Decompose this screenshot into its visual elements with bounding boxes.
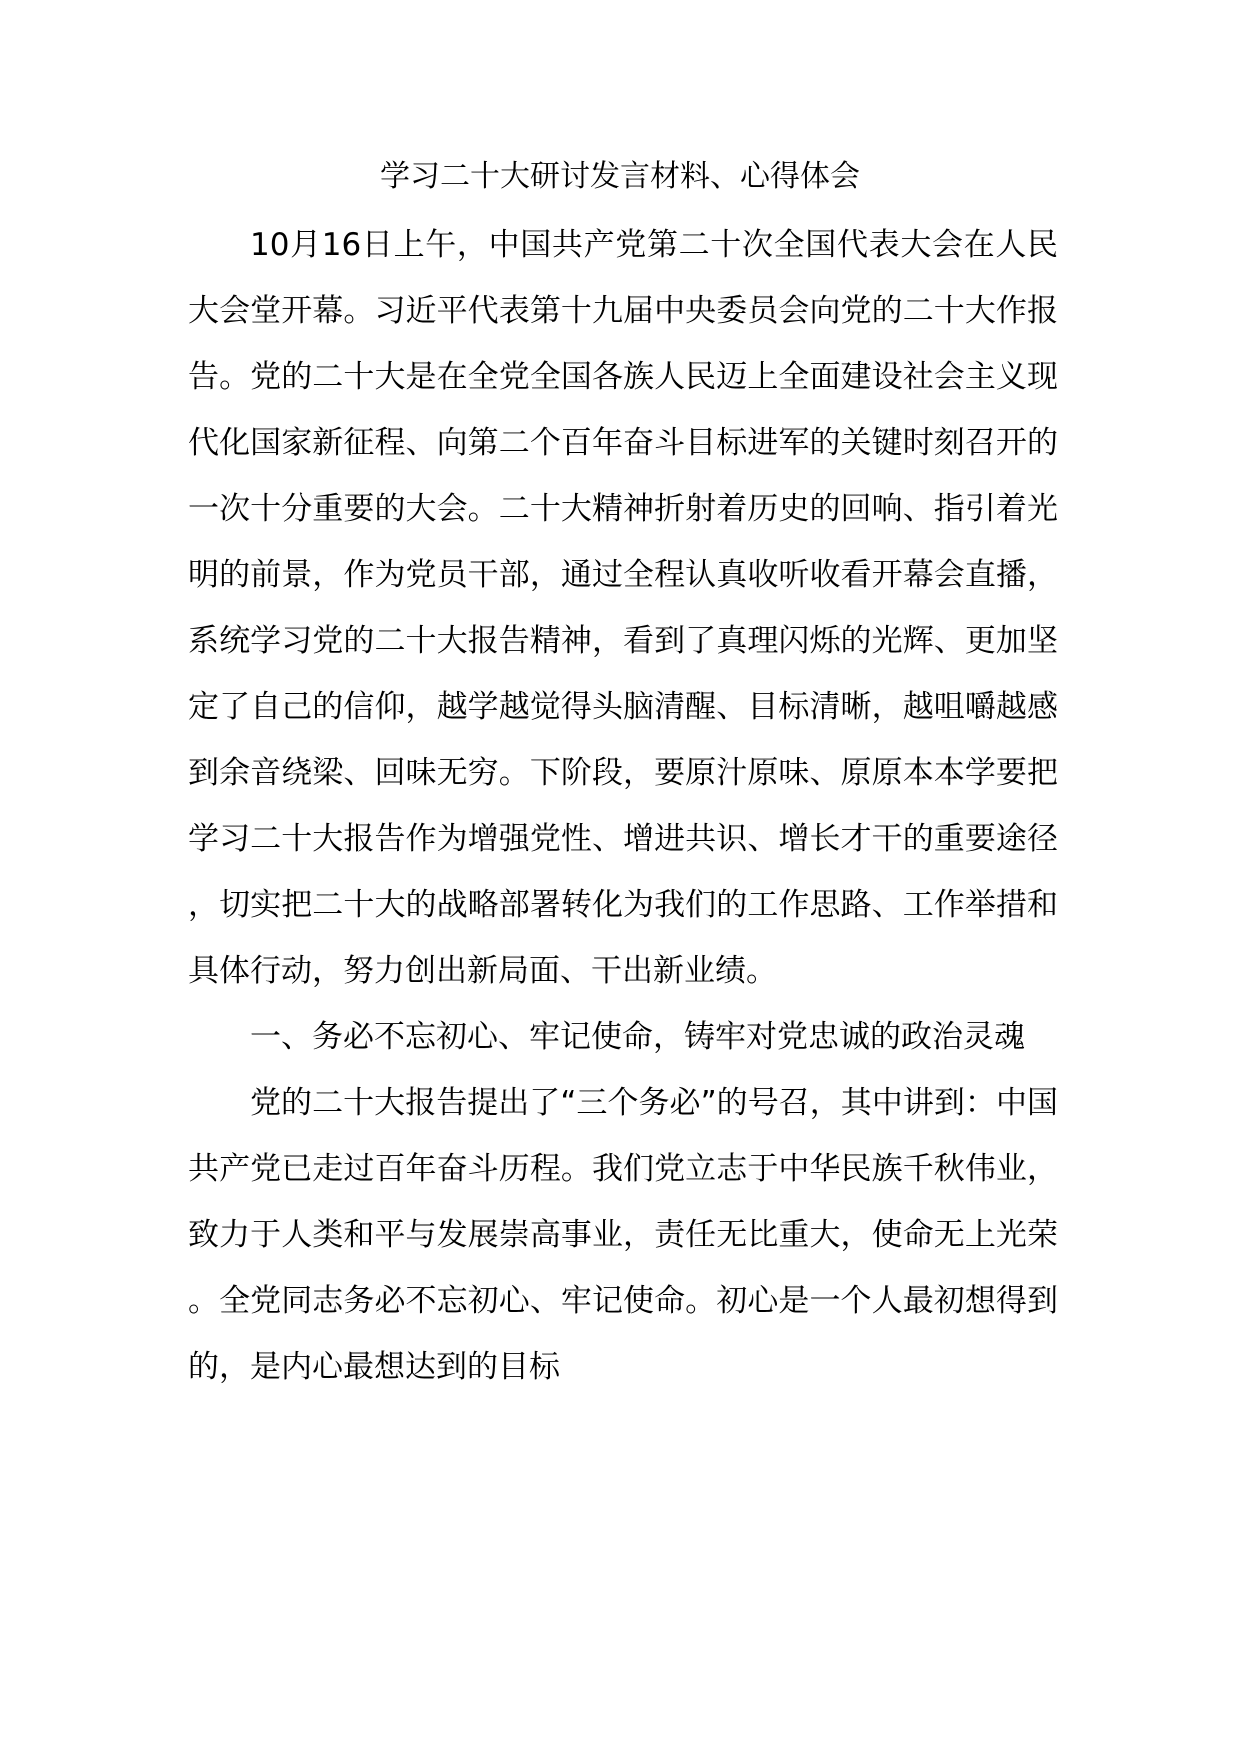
section-heading-1: 一、务必不忘初心、牢记使命，铸牢对党忠诚的政治灵魂 <box>250 1019 1025 1055</box>
document-body <box>188 212 1058 1400</box>
paragraph-section-1: 党的二十大报告提出了“三个务必”的号召，其中讲到：中国共产党已走过百年奋斗历程。我们党立志于中华民族千秋伟业，致力于人类和平与发展崇高事业，责任无比重大，使命无上光荣。全党同志务必不忘初心、牢记使命。初心是一个人最初想得到的，是内心最想达到的目标 <box>188 1085 1058 1385</box>
document-title: 学习二十大研讨发言材料、心得体会 <box>380 159 860 194</box>
paragraph-intro: 10月16日上午，中国共产党第二十次全国代表大会在人民大会堂开幕。习近平代表第十九届中央委员会向党的二十大作报告。党的二十大是在全党全国各族人民迈上全面建设社会主义现代化国家新征程、向第二个百年奋斗目标进军的关键时刻召开的一次十分重要的大会。二十大精神折射着历史的回响、指引着光明的前景，作为党员干部，通过全程认真收听收看开幕会直播，系统学习党的二十大报告精神，看到了真理闪烁的光辉、更加坚定了自己的信仰，越学越觉得头脑清醒、目标清晰，越咀嚼越感到余音绕梁、回味无穷。下阶段，要原汁原味、原原本本学要把学习二十大报告作为增强党性、增进共识、增长才干的重要途径，切实把二十大的战略部署转化为我们的工作思路、工作举措和具体行动，努力创出新局面、干出新业绩。 <box>188 227 1058 989</box>
